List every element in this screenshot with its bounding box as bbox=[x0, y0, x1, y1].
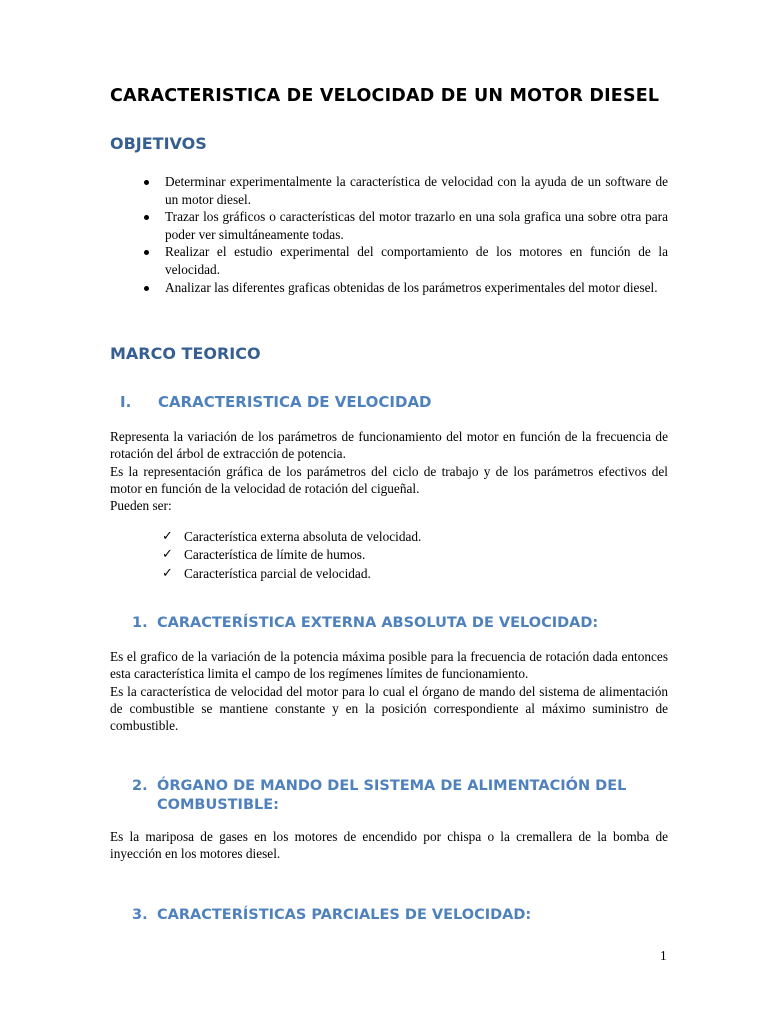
list-item: Trazar los gráficos o características del motor trazarlo en una sola grafica una sobre otra para poder ver simultáneamente todas. bbox=[110, 208, 668, 243]
objetivos-list bbox=[110, 173, 668, 296]
subsection-title: CARACTERÍSTICA EXTERNA ABSOLUTA DE VELOCIDAD: bbox=[157, 615, 599, 631]
paragraph: Es la mariposa de gases en los motores de encendido por chispa o la cremallera de la bomba de inyección en los motores diesel. bbox=[110, 829, 668, 862]
bullet-icon bbox=[144, 215, 149, 220]
list-item: ✓ Característica de límite de humos. bbox=[110, 546, 668, 564]
page-number: 1 bbox=[660, 948, 667, 963]
sub2-body bbox=[110, 828, 668, 863]
list-item: Realizar el estudio experimental del comportamiento de los motores en función de la velocidad. bbox=[110, 243, 668, 278]
paragraph: Es la característica de velocidad del motor para lo cual el órgano de mando del sistema de alimentación de combustible se mantiene constante y en la posición correspondiente al máximo suministro de combustible. bbox=[110, 683, 668, 734]
list-item: Analizar las diferentes graficas obtenidas de los parámetros experimentales del motor diesel. bbox=[110, 279, 668, 297]
paragraph: Representa la variación de los parámetros de funcionamiento del motor en función de la frecuencia de rotación del árbol de extracción de potencia. bbox=[110, 429, 668, 462]
bullet-icon bbox=[144, 286, 149, 291]
section1-body bbox=[110, 428, 668, 514]
objetivos-heading: OBJETIVOS bbox=[110, 134, 207, 153]
sub1-body bbox=[110, 648, 668, 734]
subsection-title: ÓRGANO DE MANDO DEL SISTEMA DE ALIMENTACIÓN DEL COMBUSTIBLE: bbox=[157, 778, 627, 813]
document-title: CARACTERISTICA DE VELOCIDAD DE UN MOTOR DIESEL bbox=[110, 86, 660, 106]
subsection-title: CARACTERÍSTICAS PARCIALES DE VELOCIDAD: bbox=[157, 907, 532, 923]
paragraph: Pueden ser: bbox=[110, 498, 172, 514]
bullet-icon bbox=[144, 250, 149, 255]
list-item: Determinar experimentalmente la característica de velocidad con la ayuda de un software de un motor diesel. bbox=[110, 173, 668, 208]
list-item: ✓ Característica externa absoluta de velocidad. bbox=[110, 528, 668, 546]
bullet-icon bbox=[144, 180, 149, 185]
section-title: CARACTERISTICA DE VELOCIDAD bbox=[158, 393, 432, 411]
list-item: ✓ Característica parcial de velocidad. bbox=[110, 565, 668, 583]
subsection-number: 1. bbox=[132, 615, 148, 631]
paragraph: Es la representación gráfica de los parámetros del ciclo de trabajo y de los parámetros efectivos del motor en función de la velocidad de rotación del cigueñal. bbox=[110, 463, 668, 496]
checkmark-icon: ✓ bbox=[162, 565, 173, 581]
subsection-number: 3. bbox=[132, 907, 148, 923]
tipos-list bbox=[110, 528, 668, 583]
marco-teorico-heading: MARCO TEORICO bbox=[110, 344, 261, 363]
checkmark-icon: ✓ bbox=[162, 529, 173, 544]
checkmark-icon: ✓ bbox=[162, 547, 173, 563]
section-number: I. bbox=[120, 393, 132, 411]
paragraph: Es el grafico de la variación de la potencia máxima posible para la frecuencia de rotación dada entonces esta característica limita el campo de los regímenes límites de funcionamiento. bbox=[110, 649, 668, 682]
subsection-number: 2. bbox=[132, 778, 148, 794]
